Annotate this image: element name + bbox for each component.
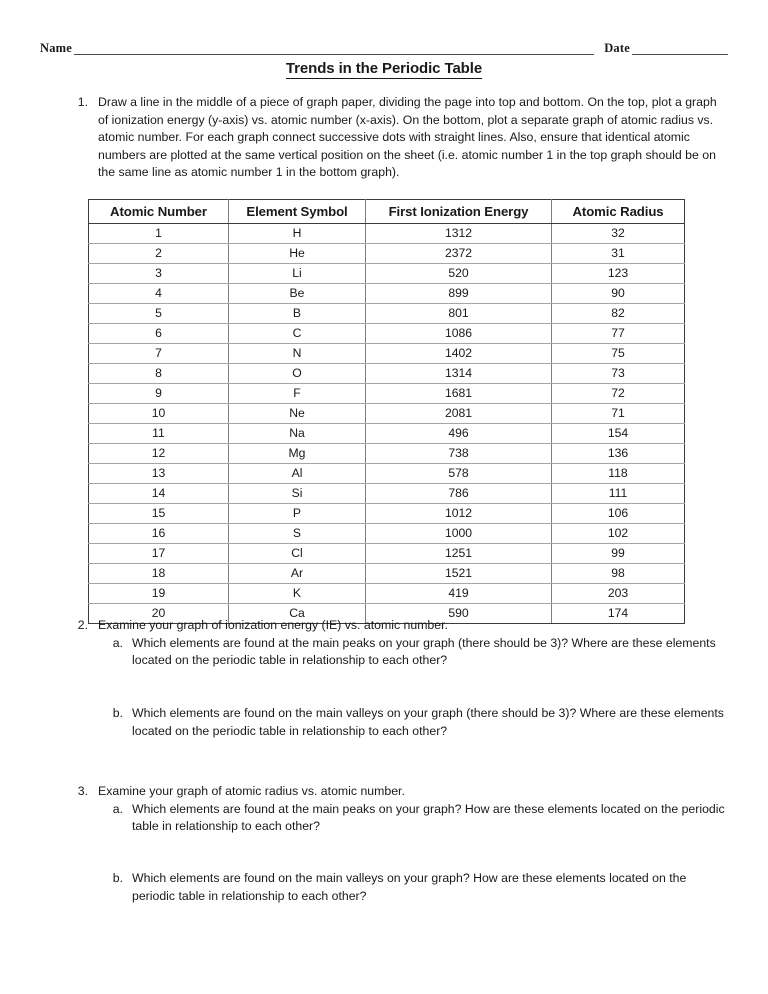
cell-atomic-number: 6 [89,324,229,344]
cell-atomic-radius: 72 [552,384,685,404]
cell-atomic-number: 10 [89,404,229,424]
cell-atomic-number: 3 [89,264,229,284]
cell-atomic-radius: 136 [552,444,685,464]
name-date-line [40,41,728,55]
page-title-text: Trends in the Periodic Table [285,60,483,77]
name-blank-rule[interactable] [74,43,594,55]
cell-element-symbol: Cl [229,544,366,564]
table-row [89,304,685,324]
cell-first-ionization-energy: 1402 [366,344,552,364]
cell-atomic-number: 7 [89,344,229,364]
cell-first-ionization-energy: 786 [366,484,552,504]
cell-element-symbol: Ca [229,604,366,624]
cell-atomic-radius: 90 [552,284,685,304]
table-row [89,384,685,404]
cell-element-symbol: K [229,584,366,604]
question-2-marker: 2. [77,618,88,632]
question-2b-marker: b. [112,706,123,720]
cell-element-symbol: He [229,244,366,264]
cell-first-ionization-energy: 899 [366,284,552,304]
cell-atomic-radius: 75 [552,344,685,364]
cell-element-symbol: B [229,304,366,324]
cell-element-symbol: C [229,324,366,344]
cell-element-symbol: N [229,344,366,364]
page-title [0,60,768,77]
table-row [89,584,685,604]
question-1-text: Draw a line in the middle of a piece of graph paper, dividing the page into top and bottom. On the top, plot a graph of ionization energy (y-axis) vs. atomic number (x-axis). On the bottom, plot a separate graph of atomic radius vs. atomic number. For each graph connect successive dots with straight lines. Also, ensure that identical atomic numbers are plotted at the same vertical position on the sheet (i.e. atomic number 1 in the top graph should be on the same line as atomic number 1 in the bottom graph). [98,95,717,180]
cell-atomic-number: 13 [89,464,229,484]
cell-atomic-radius: 99 [552,544,685,564]
cell-atomic-number: 9 [89,384,229,404]
cell-atomic-radius: 174 [552,604,685,624]
cell-element-symbol: Ne [229,404,366,424]
question-2a-text: Which elements are found at the main peaks on your graph (there should be 3)? Where are these elements located on the periodic table in relationship to each other? [132,635,716,668]
cell-first-ionization-energy: 2372 [366,244,552,264]
cell-atomic-radius: 82 [552,304,685,324]
cell-first-ionization-energy: 1312 [366,224,552,244]
cell-atomic-radius: 32 [552,224,685,244]
table-row [89,544,685,564]
cell-atomic-number: 17 [89,544,229,564]
cell-atomic-radius: 77 [552,324,685,344]
cell-element-symbol: O [229,364,366,384]
cell-first-ionization-energy: 1000 [366,524,552,544]
table-row [89,324,685,344]
question-1 [66,94,730,182]
question-3 [66,783,730,836]
cell-element-symbol: Al [229,464,366,484]
cell-atomic-radius: 106 [552,504,685,524]
cell-element-symbol: Ar [229,564,366,584]
column-header-atomic-number: Atomic Number [89,200,229,224]
cell-atomic-radius: 98 [552,564,685,584]
table-row [89,264,685,284]
cell-atomic-number: 19 [89,584,229,604]
cell-atomic-radius: 31 [552,244,685,264]
table-row [89,344,685,364]
cell-atomic-number: 11 [89,424,229,444]
cell-atomic-radius: 102 [552,524,685,544]
cell-first-ionization-energy: 419 [366,584,552,604]
cell-first-ionization-energy: 590 [366,604,552,624]
question-3b-marker: b. [112,871,123,885]
cell-atomic-number: 5 [89,304,229,324]
cell-first-ionization-energy: 1251 [366,544,552,564]
question-1-marker: 1. [77,95,88,109]
cell-atomic-number: 18 [89,564,229,584]
table-row [89,464,685,484]
cell-element-symbol: F [229,384,366,404]
cell-first-ionization-energy: 738 [366,444,552,464]
cell-atomic-radius: 71 [552,404,685,424]
cell-atomic-radius: 123 [552,264,685,284]
table-row [89,244,685,264]
question-2 [66,617,730,670]
table-row [89,484,685,504]
cell-atomic-number: 1 [89,224,229,244]
question-3-marker: 3. [77,784,88,798]
table-row [89,224,685,244]
table-row [89,524,685,544]
cell-first-ionization-energy: 1314 [366,364,552,384]
periodic-data-table [88,199,684,624]
table-row [89,404,685,424]
cell-atomic-number: 2 [89,244,229,264]
cell-atomic-number: 12 [89,444,229,464]
cell-atomic-radius: 203 [552,584,685,604]
table-row [89,444,685,464]
question-2a-marker: a. [112,635,123,650]
cell-atomic-radius: 118 [552,464,685,484]
question-3a-marker: a. [112,801,123,816]
question-3-text: Examine your graph of atomic radius vs. atomic number. [98,784,405,798]
cell-first-ionization-energy: 1521 [366,564,552,584]
cell-first-ionization-energy: 2081 [366,404,552,424]
table-row [89,284,685,304]
cell-element-symbol: Mg [229,444,366,464]
cell-atomic-radius: 73 [552,364,685,384]
column-header-first-ionization-energy: First Ionization Energy [366,200,552,224]
table-row [89,364,685,384]
column-header-element-symbol: Element Symbol [229,200,366,224]
name-label: Name [40,41,73,55]
date-blank-rule[interactable] [632,43,728,55]
cell-atomic-radius: 154 [552,424,685,444]
table-row [89,504,685,524]
cell-element-symbol: P [229,504,366,524]
table-body [89,224,685,624]
cell-atomic-number: 15 [89,504,229,524]
cell-atomic-radius: 111 [552,484,685,504]
cell-first-ionization-energy: 1681 [366,384,552,404]
table-row [89,424,685,444]
cell-atomic-number: 14 [89,484,229,504]
question-3b [66,870,730,905]
question-2b-text: Which elements are found on the main valleys on your graph (there should be 3)? Where are these elements located on the periodic table in relationship to each other? [132,706,724,738]
question-3a-text: Which elements are found at the main peaks on your graph? How are these elements located on the periodic table in relationship to each other? [132,801,725,834]
cell-element-symbol: Be [229,284,366,304]
cell-element-symbol: S [229,524,366,544]
question-2-text: Examine your graph of ionization energy (IE) vs. atomic number. [98,618,448,632]
question-2b [66,705,730,740]
cell-atomic-number: 20 [89,604,229,624]
column-header-atomic-radius: Atomic Radius [552,200,685,224]
table-row [89,564,685,584]
cell-element-symbol: Si [229,484,366,504]
cell-atomic-number: 16 [89,524,229,544]
question-3b-text: Which elements are found on the main valleys on your graph? How are these elements located on the periodic table in relationship to each other? [132,871,687,903]
cell-first-ionization-energy: 578 [366,464,552,484]
cell-element-symbol: Na [229,424,366,444]
cell-element-symbol: H [229,224,366,244]
cell-first-ionization-energy: 801 [366,304,552,324]
table-header-row [89,200,685,224]
cell-first-ionization-energy: 1012 [366,504,552,524]
cell-atomic-number: 4 [89,284,229,304]
cell-atomic-number: 8 [89,364,229,384]
cell-first-ionization-energy: 520 [366,264,552,284]
cell-element-symbol: Li [229,264,366,284]
cell-first-ionization-energy: 496 [366,424,552,444]
cell-first-ionization-energy: 1086 [366,324,552,344]
date-label: Date [604,41,630,55]
